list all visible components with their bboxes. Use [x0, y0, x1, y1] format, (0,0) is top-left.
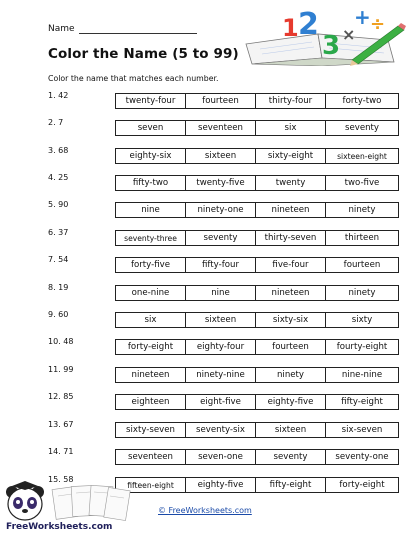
digit-3-icon: 3 [322, 31, 341, 61]
exercise-row [48, 228, 403, 248]
exercise-row [48, 337, 403, 357]
answer-option-box[interactable]: eighty-five [185, 477, 255, 493]
answer-option-box[interactable]: twenty [255, 175, 325, 191]
answer-option-box[interactable]: fifty-two [115, 175, 185, 191]
answer-option-box[interactable]: nine-nine [325, 367, 399, 383]
answer-option-box[interactable]: fourteen [325, 257, 399, 273]
answer-option-box[interactable]: ninety-one [185, 202, 255, 218]
answer-options [115, 449, 399, 465]
answer-options [115, 394, 399, 410]
answer-option-box[interactable]: one-nine [115, 285, 185, 301]
exercise-row [48, 255, 403, 275]
answer-option-box[interactable]: fifty-eight [255, 477, 325, 493]
name-field [48, 24, 197, 34]
exercise-row [48, 146, 403, 166]
answer-option-box[interactable]: forty-five [115, 257, 185, 273]
exercise-number: 3. 68 [48, 146, 69, 155]
answer-options [115, 257, 399, 273]
answer-option-box[interactable]: six [255, 120, 325, 136]
answer-option-box[interactable]: eight-five [185, 394, 255, 410]
answer-option-box[interactable]: nineteen [115, 367, 185, 383]
answer-option-box[interactable]: forty-eight [115, 339, 185, 355]
exercise-number: 1. 42 [48, 91, 69, 100]
answer-option-box[interactable]: nineteen [255, 202, 325, 218]
answer-option-box[interactable]: seventy-six [185, 422, 255, 438]
plus-icon: + [354, 5, 371, 29]
answer-option-box[interactable]: five-four [255, 257, 325, 273]
exercise-row [48, 91, 403, 111]
exercise-number: 8. 19 [48, 283, 69, 292]
answer-options [115, 477, 399, 493]
answer-options [115, 339, 399, 355]
answer-option-box[interactable]: eighteen [115, 394, 185, 410]
exercise-number: 7. 54 [48, 255, 69, 264]
exercise-row [48, 420, 403, 440]
exercise-row [48, 365, 403, 385]
answer-options [115, 312, 399, 328]
answer-option-box[interactable]: nine [115, 202, 185, 218]
answer-option-box[interactable]: ninety [325, 202, 399, 218]
exercise-number: 6. 37 [48, 228, 69, 237]
answer-option-box[interactable]: ninety-nine [185, 367, 255, 383]
exercise-row [48, 200, 403, 220]
panda-mascot-icon [6, 481, 44, 520]
page-title: Color the Name (5 to 99) [48, 46, 239, 62]
answer-option-box[interactable]: seventy-three [115, 230, 185, 246]
answer-options [115, 285, 399, 301]
exercise-number: 11. 99 [48, 365, 74, 374]
answer-option-box[interactable]: sixty-eight [255, 148, 325, 164]
answer-option-box[interactable]: ninety [255, 367, 325, 383]
multiply-icon: × [342, 25, 356, 44]
exercise-number: 9. 60 [48, 310, 69, 319]
numbers-book-illustration [238, 4, 408, 66]
answer-option-box[interactable]: ninety [325, 285, 399, 301]
answer-option-box[interactable]: forty-two [325, 93, 399, 109]
answer-option-box[interactable]: fourteen [185, 93, 255, 109]
exercise-number: 2. 7 [48, 118, 64, 127]
answer-options [115, 120, 399, 136]
answer-options [115, 367, 399, 383]
answer-option-box[interactable]: eighty-five [255, 394, 325, 410]
exercise-number: 4. 25 [48, 173, 69, 182]
exercise-number: 13. 67 [48, 420, 74, 429]
exercise-row [48, 447, 403, 467]
answer-option-box[interactable]: fourteen [255, 339, 325, 355]
divide-icon: ÷ [370, 14, 386, 35]
answer-option-box[interactable]: thirty-four [255, 93, 325, 109]
name-line[interactable] [79, 24, 197, 34]
exercise-number: 15. 58 [48, 475, 74, 484]
answer-option-box[interactable]: fifty-four [185, 257, 255, 273]
answer-option-box[interactable]: nineteen [255, 285, 325, 301]
digit-2-icon: 2 [298, 7, 319, 42]
exercise-number: 10. 48 [48, 337, 74, 346]
answer-option-box[interactable]: sixty [325, 312, 399, 328]
answer-option-box[interactable]: sixty-seven [115, 422, 185, 438]
answer-option-box[interactable]: eighty-four [185, 339, 255, 355]
answer-option-box[interactable]: six-seven [325, 422, 399, 438]
answer-option-box[interactable]: seventy [325, 120, 399, 136]
exercise-row [48, 392, 403, 412]
answer-option-box[interactable]: seven-one [185, 449, 255, 465]
answer-option-box[interactable]: seven [115, 120, 185, 136]
exercise-row [48, 283, 403, 303]
answer-option-box[interactable]: seventy [255, 449, 325, 465]
exercise-number: 5. 90 [48, 200, 69, 209]
name-label: Name [48, 24, 75, 34]
answer-option-box[interactable]: twenty-four [115, 93, 185, 109]
answer-option-box[interactable]: nine [185, 285, 255, 301]
answer-options [115, 422, 399, 438]
instructions: Color the name that matches each number. [48, 74, 219, 83]
answer-option-box[interactable]: seventy [185, 230, 255, 246]
answer-options [115, 93, 399, 109]
exercise-number: 12. 85 [48, 392, 74, 401]
answer-option-box[interactable]: six [115, 312, 185, 328]
exercise-row [48, 173, 403, 193]
answer-options [115, 202, 399, 218]
answer-options [115, 230, 399, 246]
answer-option-box[interactable]: twenty-five [185, 175, 255, 191]
answer-option-box[interactable]: sixteen-eight [325, 148, 399, 164]
worksheet-thumbnails-icon [52, 485, 130, 520]
answer-option-box[interactable]: eighty-six [115, 148, 185, 164]
answer-option-box[interactable]: fourty-eight [325, 339, 399, 355]
answer-option-box[interactable]: seventeen [185, 120, 255, 136]
footer-copyright-link[interactable]: © FreeWorksheets.com [158, 506, 252, 515]
answer-option-box[interactable]: seventy-one [325, 449, 399, 465]
answer-options [115, 175, 399, 191]
answer-option-box[interactable]: forty-eight [325, 477, 399, 493]
answer-option-box[interactable]: sixteen [185, 148, 255, 164]
answer-option-box[interactable]: two-five [325, 175, 399, 191]
answer-option-box[interactable]: seventeen [115, 449, 185, 465]
answer-option-box[interactable]: sixteen [255, 422, 325, 438]
answer-option-box[interactable]: fifty-eight [325, 394, 399, 410]
digit-1-icon: 1 [282, 14, 299, 42]
answer-option-box[interactable]: sixteen [185, 312, 255, 328]
answer-option-box[interactable]: sixty-six [255, 312, 325, 328]
answer-option-box[interactable]: fifteen-eight [115, 477, 185, 493]
answer-options [115, 148, 399, 164]
answer-option-box[interactable]: thirteen [325, 230, 399, 246]
footer-brand: FreeWorksheets.com [6, 522, 113, 532]
exercise-row [48, 118, 403, 138]
exercise-number: 14. 71 [48, 447, 74, 456]
exercise-row [48, 310, 403, 330]
answer-option-box[interactable]: thirty-seven [255, 230, 325, 246]
